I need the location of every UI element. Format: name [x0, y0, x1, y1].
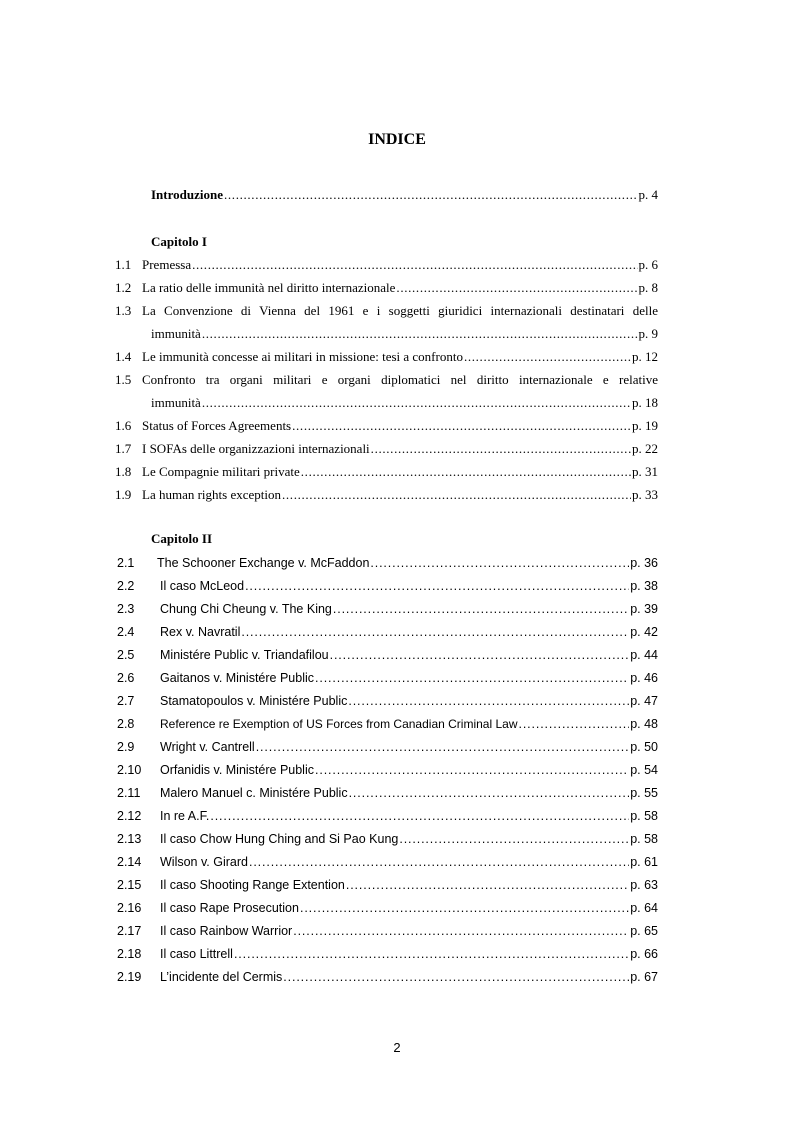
toc-leader-dots [292, 414, 631, 437]
toc-entry-2-19[interactable] [117, 966, 658, 989]
toc-entry-number: 2.13 [117, 832, 142, 846]
toc-entry-number: 1.2 [115, 280, 132, 295]
toc-entry-number: 2.15 [117, 878, 142, 892]
toc-entry-1-5[interactable] [151, 391, 658, 414]
toc-leader-dots [315, 667, 629, 690]
toc-entry-number: 2.12 [117, 809, 142, 823]
toc-entry-label: Malero Manuel c. Ministére Public [160, 786, 348, 800]
toc-entry-label: The Schooner Exchange v. McFaddon [157, 556, 370, 570]
toc-entry-2-3[interactable] [117, 598, 658, 621]
toc-entry-label: Confronto tra organi militari e organi diplomatici nel diritto internazionale e relative [142, 372, 658, 387]
toc-entry-number: 2.2 [117, 579, 135, 593]
toc-entry-2-16[interactable] [117, 897, 658, 920]
toc-entry-number: 2.10 [117, 763, 142, 777]
toc-leader-dots [370, 552, 629, 575]
toc-entry-number: 1.8 [115, 464, 132, 479]
toc-entry-2-5[interactable] [117, 644, 658, 667]
chapter-heading-1: Capitolo I [151, 234, 207, 249]
toc-entry-page: p. 55 [630, 786, 658, 800]
toc-entry-label: L’incidente del Cermis [160, 970, 283, 984]
toc-entry-label: I SOFAs delle organizzazioni internazionali [142, 441, 370, 456]
toc-entry-number: 2.1 [117, 556, 135, 570]
toc-entry-2-14[interactable] [117, 851, 658, 874]
toc-leader-dots [399, 828, 629, 851]
toc-leader-dots [293, 920, 629, 943]
toc-entry-number: 1.7 [115, 441, 132, 456]
toc-entry-label: Gaitanos v. Ministére Public [160, 671, 314, 685]
toc-entry-number: 2.4 [117, 625, 135, 639]
toc-leader-dots [348, 690, 629, 713]
toc-leader-dots [371, 437, 631, 460]
toc-entry-number: 2.7 [117, 694, 135, 708]
toc-entry-number: 2.19 [117, 970, 142, 984]
toc-entry-label: immunità [151, 326, 201, 341]
toc-entry-intro[interactable] [151, 183, 658, 206]
toc-entry-page: p. 58 [630, 809, 658, 823]
toc-leader-dots [224, 183, 638, 206]
toc-entry-page: p. 64 [630, 901, 658, 915]
toc-leader-dots [301, 460, 631, 483]
toc-entry-page: p. 63 [630, 878, 658, 892]
toc-entry-label: Le Compagnie militari private [142, 464, 300, 479]
toc-entry-page: p. 4 [638, 187, 658, 202]
toc-entry-number: 1.1 [115, 257, 132, 272]
toc-entry-2-12[interactable] [117, 805, 658, 828]
toc-entry-2-6[interactable] [117, 667, 658, 690]
toc-entry-page: p. 58 [630, 832, 658, 846]
toc-entry-page: p. 48 [630, 717, 658, 731]
toc-entry-2-8[interactable] [117, 713, 658, 736]
toc-leader-dots [346, 874, 629, 897]
toc-entry-1-7[interactable] [115, 437, 658, 460]
toc-leader-dots [256, 736, 629, 759]
toc-entry-label: Ministére Public v. Triandafilou [160, 648, 329, 662]
toc-leader-dots [396, 276, 637, 299]
toc-entry-number: 1.3 [115, 303, 132, 318]
toc-entry-label: Il caso Shooting Range Extention [160, 878, 345, 892]
toc-entry-1-8[interactable] [115, 460, 658, 483]
toc-entry-1-2[interactable] [115, 276, 658, 299]
toc-leader-dots [192, 253, 637, 276]
toc-entry-1-3[interactable] [151, 322, 658, 345]
toc-entry-2-7[interactable] [117, 690, 658, 713]
toc-entry-number: 1.6 [115, 418, 132, 433]
page-title: INDICE [368, 131, 426, 148]
toc-entry-page: p. 54 [630, 763, 658, 777]
chapter-heading-2: Capitolo II [151, 531, 213, 546]
toc-entry-2-4[interactable] [117, 621, 658, 644]
toc-entry-number: 2.14 [117, 855, 142, 869]
toc-entry-1-4[interactable] [115, 345, 658, 368]
toc-entry-1-1[interactable] [115, 253, 658, 276]
toc-entry-2-2[interactable] [117, 575, 658, 598]
toc-entry-label: Il caso Littrell [160, 947, 233, 961]
toc-entry-number: 2.18 [117, 947, 142, 961]
toc-entry-label: Il caso McLeod [160, 579, 245, 593]
toc-entry-number: 2.3 [117, 602, 135, 616]
toc-entry-page: p. 36 [630, 556, 658, 570]
toc-leader-dots [300, 897, 629, 920]
toc-entry-page: p. 42 [630, 625, 658, 639]
toc-entry-page: p. 44 [630, 648, 658, 662]
toc-leader-dots [210, 805, 629, 828]
toc-leader-dots [333, 598, 629, 621]
toc-entry-page: p. 18 [632, 395, 658, 410]
toc-entry-page: p. 61 [630, 855, 658, 869]
toc-entry-page: p. 38 [630, 579, 658, 593]
toc-entry-number: 2.5 [117, 648, 135, 662]
toc-entry-number: 2.8 [117, 717, 135, 731]
toc-entry-label: La Convenzione di Vienna del 1961 e i soggetti giuridici internazionali destinatari delle [142, 303, 658, 318]
toc-entry-label: Orfanidis v. Ministére Public [160, 763, 314, 777]
toc-entry-2-15[interactable] [117, 874, 658, 897]
toc-entry-page: p. 9 [638, 326, 658, 341]
toc-entry-label: Le immunità concesse ai militari in missione: tesi a confronto [142, 349, 463, 364]
toc-leader-dots [315, 759, 629, 782]
toc-entry-label: La ratio delle immunità nel diritto internazionale [142, 280, 396, 295]
toc-entry-2-9[interactable] [117, 736, 658, 759]
toc-entry-label: Rex v. Navratil [160, 625, 241, 639]
toc-entry-label: Il caso Chow Hung Ching and Si Pao Kung [160, 832, 399, 846]
toc-entry-label: immunità [151, 395, 201, 410]
toc-entry-label: Chung Chi Cheung v. The King [160, 602, 332, 616]
toc-entry-2-11[interactable] [117, 782, 658, 805]
toc-entry-page: p. 33 [632, 487, 658, 502]
toc-entry-label: La human rights exception [142, 487, 281, 502]
toc-entry-2-17[interactable] [117, 920, 658, 943]
toc-entry-page: p. 67 [630, 970, 658, 984]
toc-entry-2-10[interactable] [117, 759, 658, 782]
toc-leader-dots [202, 322, 638, 345]
toc-entry-label: Introduzione [151, 187, 223, 202]
toc-entry-page: p. 39 [630, 602, 658, 616]
toc-entry-1-6[interactable] [115, 414, 658, 437]
toc-entry-page: p. 8 [638, 280, 658, 295]
toc-entry-number: 1.9 [115, 487, 132, 502]
toc-entry-label: Wright v. Cantrell [160, 740, 255, 754]
toc-entry-label: Il caso Rape Prosecution [160, 901, 299, 915]
toc-entry-page: p. 22 [632, 441, 658, 456]
toc-entry-2-18[interactable] [117, 943, 658, 966]
toc-entry-page: p. 50 [630, 740, 658, 754]
toc-leader-dots [464, 345, 631, 368]
toc-leader-dots [518, 713, 629, 736]
toc-entry-label: Wilson v. Girard [160, 855, 248, 869]
toc-entry-number: 2.9 [117, 740, 135, 754]
toc-leader-dots [282, 483, 631, 506]
toc-entry-label: Status of Forces Agreements [142, 418, 292, 433]
toc-leader-dots [330, 644, 630, 667]
toc-entry-number: 1.4 [115, 349, 132, 364]
toc-entry-label: Premessa [142, 257, 192, 272]
toc-leader-dots [249, 851, 629, 874]
toc-entry-number: 2.6 [117, 671, 135, 685]
toc-leader-dots [349, 782, 630, 805]
toc-entry-number: 1.5 [115, 372, 132, 387]
toc-entry-page: p. 6 [638, 257, 658, 272]
toc-entry-number: 2.11 [117, 786, 141, 800]
toc-entry-2-1[interactable] [117, 552, 658, 575]
toc-entry-page: p. 66 [630, 947, 658, 961]
toc-entry-label: Stamatopoulos v. Ministére Public [160, 694, 348, 708]
toc-entry-page: p. 31 [632, 464, 658, 479]
toc-entry-1-9[interactable] [115, 483, 658, 506]
toc-entry-page: p. 47 [630, 694, 658, 708]
toc-leader-dots [283, 966, 629, 989]
toc-entry-2-13[interactable] [117, 828, 658, 851]
toc-leader-dots [234, 943, 629, 966]
toc-entry-page: p. 12 [632, 349, 658, 364]
toc-entry-label: Reference re Exemption of US Forces from Canadian Criminal Law [160, 717, 518, 731]
toc-entry-page: p. 65 [630, 924, 658, 938]
toc-entry-page: p. 19 [632, 418, 658, 433]
toc-entry-label: In re A.F. [160, 809, 210, 823]
toc-leader-dots [241, 621, 629, 644]
toc-entry-number: 2.17 [117, 924, 142, 938]
toc-leader-dots [202, 391, 631, 414]
page-number: 2 [393, 1040, 401, 1055]
toc-entry-number: 2.16 [117, 901, 142, 915]
toc-entry-label: Il caso Rainbow Warrior [160, 924, 293, 938]
toc-entry-page: p. 46 [630, 671, 658, 685]
toc-leader-dots [245, 575, 629, 598]
